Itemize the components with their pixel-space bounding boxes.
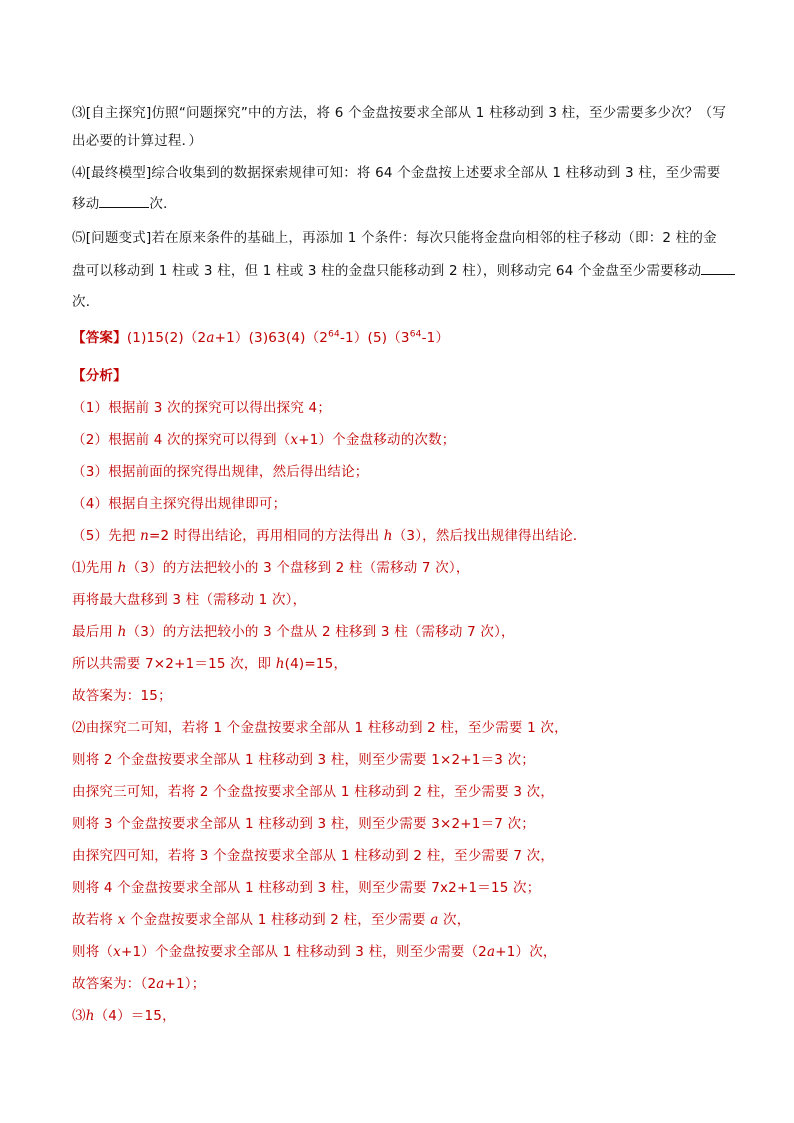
question-5-text-cont: 盘可以移动到 1 柱或 3 柱，但 1 柱或 3 柱的金盘只能移动到 2 柱），则移动完 64 个金盘至少需要移动 bbox=[72, 263, 702, 279]
solution-line-14: 故答案为：（2a+1）； bbox=[72, 976, 206, 992]
solution-line-1: ⑴先用 h（3）的方法把较小的 3 个盘移到 2 柱（需移动 7 次）， bbox=[72, 560, 470, 576]
solution-line-3: 最后用 h（3）的方法把较小的 3 个盘从 2 柱移到 3 柱（需移动 7 次）， bbox=[72, 624, 515, 640]
analysis-item-2: （2）根据前 4 次的探究可以得到（x+1）个金盘移动的次数； bbox=[72, 432, 456, 448]
question-4-text-cont: 移动 bbox=[72, 196, 100, 212]
answer-values: $(1)15(2)(2a+1)(3)63(4)(2^{64}-1)(5)(3^{64}-1)$ bbox=[126, 329, 450, 346]
question-4-line-1 bbox=[72, 163, 720, 183]
question-5-line-3 bbox=[72, 292, 99, 312]
solution-line-4: 所以共需要 7×2+1＝15 次，即 h(4)=15， bbox=[72, 656, 348, 672]
question-5-line-2 bbox=[72, 260, 735, 281]
question-4-text-end: 次． bbox=[149, 196, 177, 212]
analysis-item-5: （5）先把 n=2 时得出结论，再用相同的方法得出 h（3），然后找出规律得出结论． bbox=[72, 528, 587, 544]
solution-line-6: ⑵由探究二可知，若将 1 个金盘按要求全部从 1 柱移动到 2 柱，至少需要 1 次， bbox=[72, 720, 568, 736]
analysis-label: 【分析】 bbox=[72, 368, 127, 384]
analysis-item-3: （3）根据前面的探究得出规律，然后得出结论； bbox=[72, 464, 369, 480]
answer-label: 【答案】 bbox=[72, 330, 127, 346]
solution-line-2: 再将最大盘移到 3 柱（需移动 1 次）， bbox=[72, 592, 307, 608]
answer-blank bbox=[701, 260, 735, 275]
solution-line-13: 则将（x+1）个金盘按要求全部从 1 柱移动到 3 柱，则至少需要（2a+1）次， bbox=[72, 944, 557, 960]
question-3-line-2 bbox=[72, 131, 202, 151]
answer-line bbox=[72, 328, 449, 348]
question-3-text-cont: 出必要的计算过程．） bbox=[72, 133, 203, 149]
solution-line-11: 则将 4 个金盘按要求全部从 1 柱移动到 3 柱，则至少需要 7x2+1＝15 次； bbox=[72, 880, 541, 896]
solution-line-12: 故若将 x 个金盘按要求全部从 1 柱移动到 2 柱，至少需要 a 次， bbox=[72, 912, 471, 928]
solution-line-5: 故答案为：15； bbox=[72, 688, 172, 704]
question-5-line-1 bbox=[72, 228, 717, 248]
analysis-item-4: （4）根据自主探究得出规律即可； bbox=[72, 496, 287, 512]
question-4-line-2 bbox=[72, 193, 177, 214]
question-3-text: ⑶[自主探究]仿照“问题探究”中的方法，将 6 个金盘按要求全部从 1 柱移动到 3 柱，至少需要多少次？（写 bbox=[72, 105, 727, 121]
analysis-item-1: （1）根据前 3 次的探究可以得出探究 4； bbox=[72, 400, 332, 416]
question-4-text: ⑷[最终模型]综合收集到的数据探索规律可知：将 64 个金盘按上述要求全部从 1 柱移动到 3 柱，至少需要 bbox=[72, 165, 721, 181]
question-5-text: ⑸[问题变式]若在原来条件的基础上，再添加 1 个条件：每次只能将金盘向相邻的柱子移动（即：2 柱的金 bbox=[72, 230, 717, 246]
solution-line-15: ⑶h（4）＝15， bbox=[72, 1008, 176, 1024]
solution-line-10: 由探究四可知，若将 3 个金盘按要求全部从 1 柱移动到 2 柱，至少需要 7 次， bbox=[72, 848, 555, 864]
solution-line-8: 由探究三可知，若将 2 个金盘按要求全部从 1 柱移动到 2 柱，至少需要 3 次， bbox=[72, 784, 555, 800]
answer-blank bbox=[99, 193, 149, 208]
solution-line-9: 则将 3 个金盘按要求全部从 1 柱移动到 3 柱，则至少需要 3×2+1＝7 次； bbox=[72, 816, 535, 832]
solution-line-7: 则将 2 个金盘按要求全部从 1 柱移动到 3 柱，则至少需要 1×2+1＝3 次； bbox=[72, 752, 535, 768]
analysis-heading bbox=[72, 366, 127, 386]
question-5-text-end: 次． bbox=[72, 294, 100, 310]
question-3-line-1 bbox=[72, 103, 726, 123]
